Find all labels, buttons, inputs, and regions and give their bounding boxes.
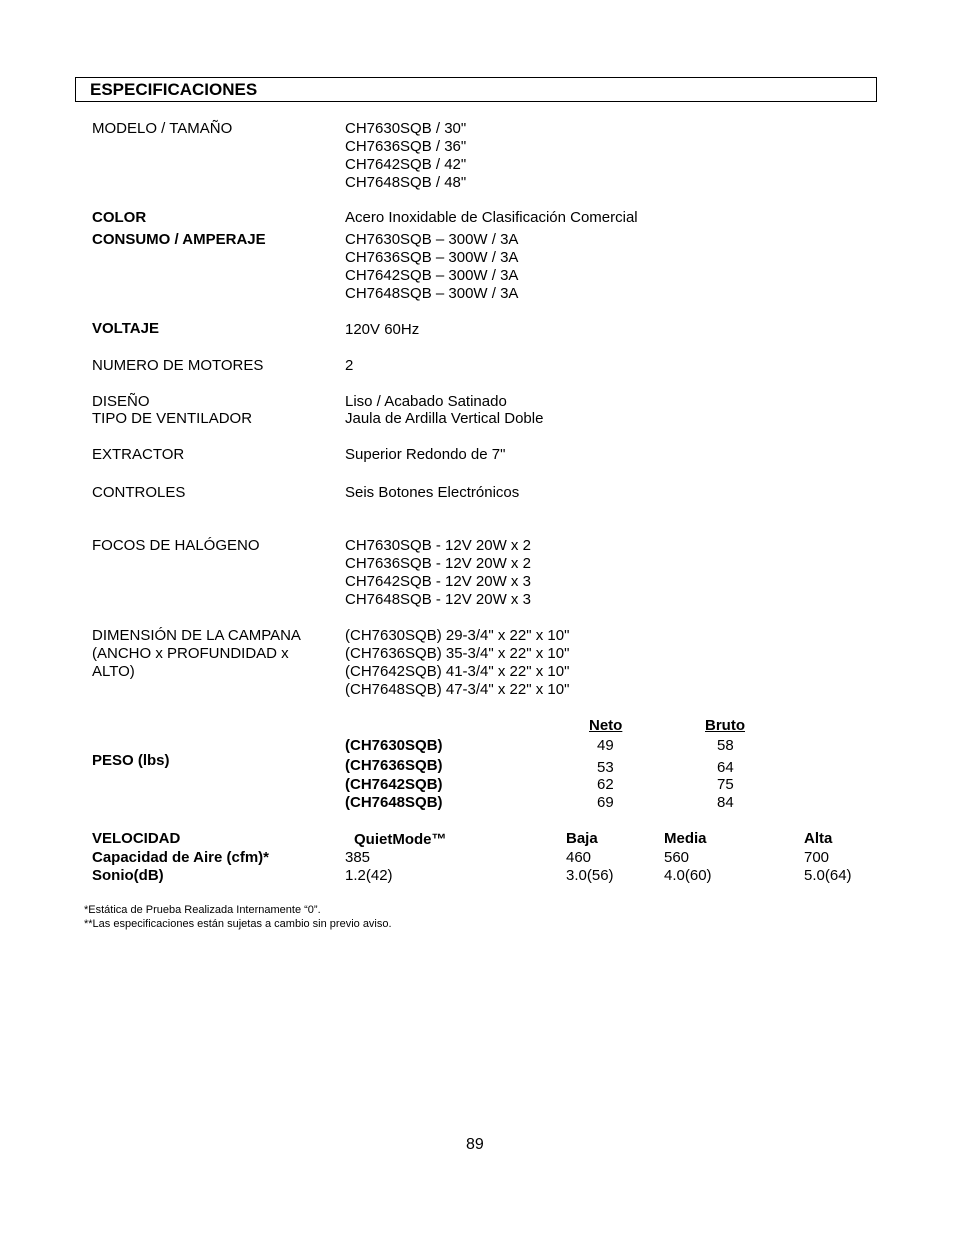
focos-value: CH7630SQB - 12V 20W x 2 — [345, 537, 531, 554]
sonio-value: 5.0(64) — [804, 867, 852, 884]
focos-values — [345, 537, 531, 609]
modelo-values — [345, 120, 466, 192]
peso-neto: 62 — [597, 776, 614, 793]
peso-neto: 69 — [597, 794, 614, 811]
peso-bruto: 58 — [717, 737, 734, 754]
voltaje-label: VOLTAJE — [92, 320, 159, 337]
modelo-label: MODELO / TAMAÑO — [92, 120, 233, 137]
color-label: COLOR — [92, 209, 147, 226]
velocidad-header-quietmode: QuietMode™ — [354, 831, 447, 848]
modelo-value: CH7630SQB / 30" — [345, 120, 467, 137]
page-number: 89 — [466, 1136, 484, 1153]
capacidad-label: Capacidad de Aire (cfm)* — [92, 849, 269, 866]
controles-label: CONTROLES — [92, 484, 186, 501]
focos-value: CH7648SQB - 12V 20W x 3 — [345, 591, 531, 608]
consumo-value: CH7642SQB – 300W / 3A — [345, 267, 519, 284]
modelo-value: CH7636SQB / 36" — [345, 138, 467, 155]
consumo-label: CONSUMO / AMPERAJE — [92, 231, 266, 248]
motores-label: NUMERO DE MOTORES — [92, 357, 264, 374]
focos-label: FOCOS DE HALÓGENO — [92, 537, 260, 554]
section-title: ESPECIFICACIONES — [90, 80, 258, 99]
capacidad-value: 560 — [664, 849, 690, 866]
dimension-values — [345, 627, 569, 699]
peso-bruto: 75 — [717, 776, 734, 793]
ventilador-value: Jaula de Ardilla Vertical Doble — [345, 410, 544, 427]
peso-neto-header: Neto — [589, 717, 623, 734]
focos-value: CH7642SQB - 12V 20W x 3 — [345, 573, 531, 590]
velocidad-label: VELOCIDAD — [92, 830, 181, 847]
modelo-value: CH7648SQB / 48" — [345, 174, 467, 191]
peso-neto: 53 — [597, 759, 614, 776]
sonio-value: 3.0(56) — [566, 867, 614, 884]
dimension-value: (CH7630SQB) 29-3/4" x 22" x 10" — [345, 627, 570, 644]
motores-value: 2 — [345, 357, 354, 374]
modelo-value: CH7642SQB / 42" — [345, 156, 467, 173]
consumo-value: CH7630SQB – 300W / 3A — [345, 231, 519, 248]
focos-value: CH7636SQB - 12V 20W x 2 — [345, 555, 531, 572]
capacidad-value: 385 — [345, 849, 371, 866]
color-value: Acero Inoxidable de Clasificación Comercial — [345, 209, 638, 226]
extractor-value: Superior Redondo de 7" — [345, 446, 506, 463]
dimension-value: (CH7636SQB) 35-3/4" x 22" x 10" — [345, 645, 570, 662]
peso-model: (CH7648SQB) — [345, 794, 443, 811]
velocidad-header-media: Media — [664, 830, 707, 847]
peso-neto: 49 — [597, 737, 614, 754]
controles-value: Seis Botones Electrónicos — [345, 484, 520, 501]
section-header-box — [75, 77, 877, 102]
dimension-value: (CH7648SQB) 47-3/4" x 22" x 10" — [345, 681, 570, 698]
peso-bruto: 84 — [717, 794, 734, 811]
sonio-value: 1.2(42) — [345, 867, 393, 884]
dimension-value: (CH7642SQB) 41-3/4" x 22" x 10" — [345, 663, 570, 680]
peso-label: PESO (lbs) — [92, 752, 170, 769]
diseno-label: DISEÑO — [92, 393, 150, 410]
dimension-label — [92, 627, 301, 681]
velocidad-header-alta: Alta — [804, 830, 833, 847]
diseno-value: Liso / Acabado Satinado — [345, 393, 507, 410]
peso-model: (CH7642SQB) — [345, 776, 443, 793]
consumo-value: CH7648SQB – 300W / 3A — [345, 285, 519, 302]
extractor-label: EXTRACTOR — [92, 446, 185, 463]
consumo-value: CH7636SQB – 300W / 3A — [345, 249, 519, 266]
peso-bruto-header: Bruto — [705, 717, 745, 734]
ventilador-label: TIPO DE VENTILADOR — [92, 410, 253, 427]
footnote: **Las especificaciones están sujetas a cambio sin previo aviso. — [84, 918, 392, 930]
capacidad-value: 700 — [804, 849, 830, 866]
consumo-values — [345, 231, 518, 303]
sonio-label: Sonio(dB) — [92, 867, 164, 884]
dimension-label-line: ALTO) — [92, 663, 135, 680]
capacidad-value: 460 — [566, 849, 592, 866]
peso-bruto: 64 — [717, 759, 734, 776]
voltaje-value: 120V 60Hz — [345, 321, 420, 338]
peso-model: (CH7636SQB) — [345, 757, 443, 774]
dimension-label-line: DIMENSIÓN DE LA CAMPANA — [92, 627, 301, 644]
dimension-label-line: (ANCHO x PROFUNDIDAD x — [92, 645, 289, 662]
peso-model: (CH7630SQB) — [345, 737, 443, 754]
velocidad-header-baja: Baja — [566, 830, 598, 847]
sonio-value: 4.0(60) — [664, 867, 712, 884]
footnote: *Estática de Prueba Realizada Internamente “0”. — [84, 904, 321, 916]
